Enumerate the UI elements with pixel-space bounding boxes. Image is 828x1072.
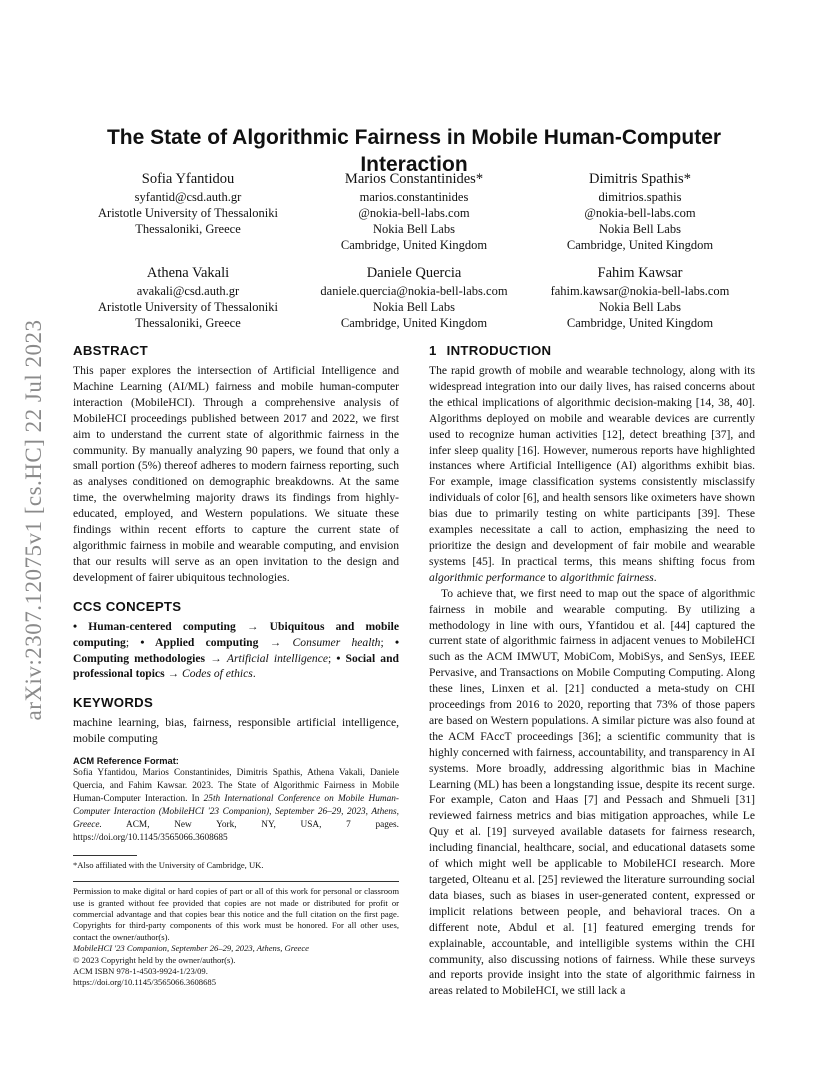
text-run: • Human-centered computing → Ubiquitous and mobile computing (73, 619, 399, 649)
author-name: Daniele Quercia (366, 265, 462, 281)
ccs-concepts (73, 619, 399, 683)
footnote: *Also affiliated with the University of Cambridge, UK. (73, 860, 264, 871)
permission-doi: https://doi.org/10.1145/3565066.3608685 (73, 977, 216, 988)
author-card (294, 170, 534, 253)
author-affiliation-line: daniele.quercia@nokia-bell-labs.com (320, 284, 508, 298)
keywords-heading: KEYWORDS (73, 695, 154, 711)
abstract-text: This paper explores the intersection of Artificial Intelligence and Machine Learning (AI/ML) fairness and mobile human-computer interaction (MobileHCI). Through a comprehensive analysis of MobileHCI proceedings published between 2017 and 2022, we first aim to understand the current state of algorithmic fairness in the community. By manually analyzing 90 papers, we found that only a small portion (5%) thereof adheres to modern fairness reporting, such as analyses conditioned on demographic breakdowns. At the same time, the overwhelming majority draws its findings from highly-educated, employed, and Western populations. We situate these findings within recent efforts to capture the current state of algorithmic fairness in mobile and wearable computing, and envision that our results will serve as an open invitation to the design and development of fairer ubiquitous technologies. (73, 364, 399, 584)
keywords-text: machine learning, bias, fairness, responsible artificial intelligence, mobile computing (73, 716, 399, 746)
arxiv-identifier: arXiv:2307.12075v1 [cs.HC] 22 Jul 2023 (21, 319, 46, 721)
author-affiliation-line: Cambridge, United Kingdom (340, 238, 488, 252)
author-affiliation-line: dimitrios.spathis (598, 190, 682, 204)
text-run: The rapid growth of mobile and wearable technology, along with its widespread integration into our daily lives, has raised concerns about the ethical implications of algorithmic decision-making [14, 38, 40]. Algorithms deployed on mobile and wearable devices are currently used to recognize human activities [12], detect breathing [37], and infer sleep quality [16]. However, numerous reports have highlighted instances where Artificial Intelligence (AI) algorithms exhibit bias. For example, image classification systems consistently misclassify individuals of color [6], and health sensors like oximeters have shown bias due to primarily testing on white participants [39]. These examples necessitate a call to action, emphasizing the need to prioritize the design and development of fair mobile and wearable systems [45]. In practical terms, this means shifting focus from (429, 364, 755, 568)
text-run: 25th International Conference on Mobile Human-Computer Interaction (MobileHCI '23 Companion), September 26–29, 2023, Athens, Greece. (73, 794, 399, 831)
author-affiliation-line: Cambridge, United Kingdom (566, 316, 714, 330)
text-run: Consumer health (292, 635, 381, 649)
author-name: Marios Constantinides* (344, 171, 484, 187)
text-run: ; (125, 635, 141, 649)
author-affiliation-line: Cambridge, United Kingdom (340, 316, 488, 330)
left-column (73, 342, 399, 989)
abstract-heading: ABSTRACT (73, 343, 148, 358)
text-run: Artificial intelligence (226, 651, 328, 665)
footnote-rule (73, 855, 137, 856)
author-name: Athena Vakali (146, 265, 230, 281)
author-card (294, 264, 534, 331)
text-run: algorithmic fairness (560, 570, 654, 584)
author-name: Fahim Kawsar (597, 265, 683, 281)
permission-isbn: ACM ISBN 978-1-4503-9924-1/23/09. (73, 965, 208, 976)
permission-copyright: © 2023 Copyright held by the owner/author(s). (73, 954, 236, 965)
author-affiliation-line: Nokia Bell Labs (599, 300, 681, 314)
author-affiliation-line: Thessaloniki, Greece (135, 316, 241, 330)
text-run: algorithmic performance (429, 570, 546, 584)
author-card (68, 170, 308, 237)
author-affiliation-line: Thessaloniki, Greece (135, 222, 241, 236)
text-run: • Applied computing → (140, 635, 293, 649)
introduction-body (429, 363, 755, 999)
author-card (68, 264, 308, 331)
introduction-heading (429, 342, 755, 359)
permission-rule (73, 881, 399, 882)
author-affiliation-line: fahim.kawsar@nokia-bell-labs.com (550, 284, 730, 298)
permission-block (73, 886, 399, 989)
text-run: ; (327, 651, 337, 665)
text-run: Codes of ethics (181, 667, 253, 681)
text-run: . (653, 570, 657, 584)
section-title: INTRODUCTION (446, 343, 552, 358)
arxiv-sidebar-stamp (14, 280, 54, 760)
author-affiliation-line: syfantid@csd.auth.gr (134, 190, 242, 204)
text-run: • Social and professional topics → (73, 651, 399, 681)
author-name: Sofia Yfantidou (141, 171, 235, 187)
author-affiliation-line: Aristotle University of Thessaloniki (98, 300, 278, 314)
paper-title: The State of Algorithmic Fairness in Mobile Human-Computer Interaction (106, 126, 722, 177)
author-card (520, 264, 760, 331)
author-affiliation-line: Nokia Bell Labs (599, 222, 681, 236)
introduction-paragraph (429, 363, 755, 586)
introduction-paragraph (429, 586, 755, 1000)
text-run: . (252, 667, 256, 681)
author-affiliation-line: @nokia-bell-labs.com (584, 206, 696, 220)
permission-venue: MobileHCI '23 Companion, September 26–29, 2023, Athens, Greece (73, 943, 309, 954)
right-column (429, 342, 755, 999)
text-run: • Computing methodologies → (73, 635, 400, 665)
author-affiliation-line: marios.constantinides (359, 190, 469, 204)
text-run: ; (380, 635, 395, 649)
author-affiliation-line: Aristotle University of Thessaloniki (98, 206, 278, 220)
author-affiliation-line: Nokia Bell Labs (373, 300, 455, 314)
ccs-heading: CCS CONCEPTS (73, 598, 182, 614)
text-run: Sofia Yfantidou, Marios Constantinides, Dimitris Spathis, Athena Vakali, Daniele Quercia, and Fahim Kawsar. 2023. The State of Algorithmic Fairness in Mobile Human-Computer Interaction. In (73, 768, 399, 805)
author-name: Dimitris Spathis* (589, 171, 691, 187)
author-card (520, 170, 760, 253)
acm-reference-heading: ACM Reference Format: (73, 756, 179, 767)
section-number: 1 (429, 343, 437, 358)
author-affiliation-line: avakali@csd.auth.gr (136, 284, 240, 298)
author-affiliation-line: @nokia-bell-labs.com (358, 206, 470, 220)
permission-text: Permission to make digital or hard copies of part or all of this work for personal or classroom use is granted without fee provided that copies are not made or distributed for profit or commercial advantage and that copies bear this notice and the full citation on the first page. Copyrights for third-party components of this work must be honored. For all other uses, contact the owner/author(s). (73, 886, 399, 942)
text-run: ACM, New York, NY, USA, 7 pages. https://doi.org/10.1145/3565066.3608685 (73, 820, 399, 844)
text-run: to (545, 570, 561, 584)
author-affiliation-line: Cambridge, United Kingdom (566, 238, 714, 252)
text-run: To achieve that, we first need to map out the space of algorithmic fairness in mobile and wearable computing. By utilizing a methodology in line with ours, Yfantidou et al. [44] captured the current state of algorithmic fairness in adjacent venues to MobileHCI such as the ACM IMWUT, MobiCom, MobiSys, and SenSys, IEEE Pervasive, and Transactions on Mobile Computing Computing. Along these lines, Linxen et al. [21] conducted a meta-study on CHI proceedings from 2016 to 2020, reporting that 73% of those papers are based on Western populations. A similar picture was also found at the ACM FAccT proceedings [36]; a scientific community that is highly concerned with fairness, accountability, and transparency in AI systems. More broadly, addressing algorithmic bias in Machine Learning (ML) has been a longstanding issue, despite its recent surge. For example, Caton and Haas [7] and Pessach and Shmueli [31] reviewed fairness metrics and bias mitigation approaches, while Le Quy et al. [19] surveyed available datasets for fairness research, including financial, healthcare, social, and educational datasets some of which might well be applicable to MobileHCI research. More targeted, Olteanu et al. [25] reviewed the literature surrounding social data biases, such as biases in user-generated content, expressed or implicit relations between people, and behavioral traces. On a different note, Abdul et al. [1] featured emerging trends for explainable, accountable, and intelligible systems within the CHI community, also discussing notions of fairness. While these surveys and reports provide insight into the state of algorithmic fairness in areas related to MobileHCI, we still lack a (429, 586, 755, 998)
author-affiliation-line: Nokia Bell Labs (373, 222, 455, 236)
acm-reference-text (73, 767, 399, 845)
